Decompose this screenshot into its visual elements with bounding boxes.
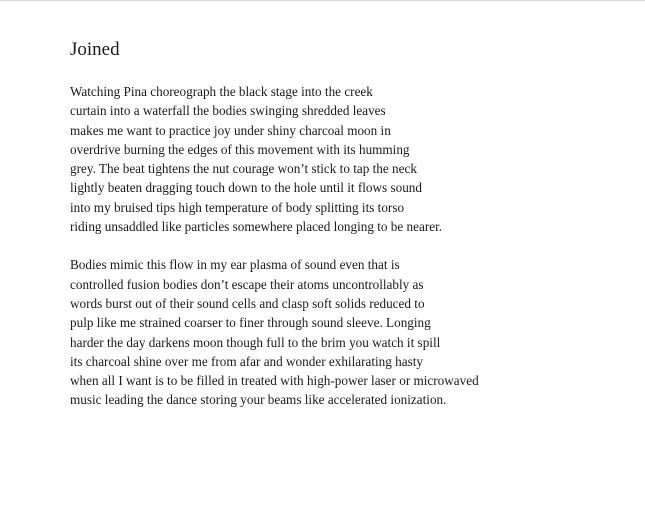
poem-line: makes me want to practice joy under shiny charcoal moon in [70,122,391,138]
stanza-2 [70,255,630,409]
poem-line: pulp like me strained coarser to finer through sound sleeve. Longing [70,315,431,331]
poem-line: grey. The beat tightens the nut courage won’t stick to tap the neck [70,161,417,177]
poem-title: Joined [70,39,120,60]
poem-line: into my bruised tips high temperature of body splitting its torso [70,199,405,215]
poem-line: curtain into a waterfall the bodies swinging shredded leaves [70,103,386,119]
document-page [70,38,630,429]
poem-line: controlled fusion bodies don’t escape their atoms uncontrollably as [70,276,424,292]
poem-line: words burst out of their sound cells and clasp soft solids reduced to [70,295,425,311]
poem-line: when all I want is to be filled in treated with high-power laser or microwaved [70,373,479,389]
stanza-1 [70,82,630,236]
poem-line: overdrive burning the edges of this movement with its humming [70,141,410,157]
poem-line: riding unsaddled like particles somewhere placed longing to be nearer. [70,219,443,235]
poem-line: lightly beaten dragging touch down to the hole until it flows sound [70,180,422,196]
poem-line: music leading the dance storing your beams like accelerated ionization. [70,392,447,408]
page-top-edge [0,0,645,1]
poem-line: harder the day darkens moon though full to the brim you watch it spill [70,334,441,350]
poem-line: Watching Pina choreograph the black stage into the creek [70,84,373,99]
poem-line: Bodies mimic this flow in my ear plasma of sound even that is [70,257,400,273]
poem-line: its charcoal shine over me from afar and wonder exhilarating hasty [70,353,423,369]
